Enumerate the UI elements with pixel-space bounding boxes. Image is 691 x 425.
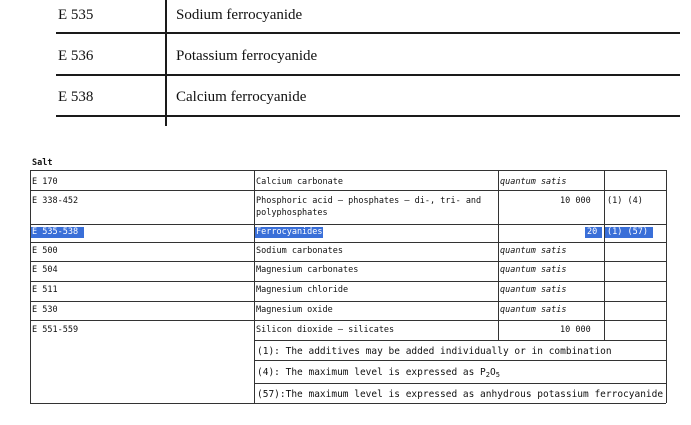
additive-code: E 530 [32, 305, 58, 315]
row-divider [30, 320, 666, 321]
additive-name: Potassium ferrocyanide [176, 48, 318, 64]
row-divider [254, 360, 666, 361]
max-level: 10 000 [560, 196, 591, 206]
max-level[interactable]: 20 [587, 227, 598, 237]
footnote-1: (1): The additives may be added individually or in combination [257, 346, 612, 357]
row-divider [56, 32, 680, 34]
row-divider [30, 170, 666, 171]
additive-name: Sodium carbonates [256, 246, 343, 256]
row-divider [30, 403, 666, 404]
max-level: quantum satis [500, 246, 567, 256]
additive-name-line1: Phosphoric acid — phosphates — di-, tri- and [256, 196, 482, 206]
additive-code[interactable]: E 535-538 [32, 227, 79, 237]
footnote-4-sub2: 5 [495, 371, 500, 379]
row-divider [30, 301, 666, 302]
notes[interactable]: (1) (57) [607, 227, 648, 237]
table-heading: Salt [32, 158, 53, 168]
additive-code: E 551-559 [32, 325, 79, 335]
max-level: 10 000 [560, 325, 591, 335]
column-divider [666, 170, 667, 403]
additive-name: Sodium ferrocyanide [176, 7, 303, 23]
row-divider [30, 261, 666, 262]
footnote-4 [257, 367, 500, 378]
footnote-4-text: (4): The maximum level is expressed as P [257, 367, 486, 378]
row-divider [30, 190, 666, 191]
column-divider [604, 170, 605, 340]
additive-code: E 535 [58, 7, 94, 23]
notes: (1) (4) [607, 196, 643, 206]
max-level: quantum satis [500, 265, 567, 275]
additive-name[interactable]: Ferrocyanides [256, 227, 323, 237]
additive-name-line2: polyphosphates [256, 208, 328, 218]
row-divider [254, 383, 666, 384]
additive-name: Magnesium chloride [256, 285, 349, 295]
row-divider [56, 115, 680, 117]
max-level: quantum satis [500, 285, 567, 295]
additive-code: E 511 [32, 285, 58, 295]
additive-code: E 170 [32, 177, 58, 187]
column-divider [30, 170, 31, 403]
max-level: quantum satis [500, 177, 567, 187]
additive-code: E 536 [58, 48, 94, 64]
column-divider [254, 170, 255, 403]
additive-code: E 338-452 [32, 196, 79, 206]
additive-name: Calcium ferrocyanide [176, 89, 307, 105]
additive-name: Calcium carbonate [256, 177, 343, 187]
row-divider [56, 74, 680, 76]
additive-name: Magnesium carbonates [256, 265, 359, 275]
additive-code: E 500 [32, 246, 58, 256]
column-divider [165, 0, 167, 126]
footnote-4-mid: O [490, 367, 496, 378]
footnote-4-sub1: 2 [485, 371, 490, 379]
max-level: quantum satis [500, 305, 567, 315]
additive-code-table [0, 0, 691, 130]
additive-code: E 538 [58, 89, 94, 105]
column-divider [498, 170, 499, 340]
row-divider [30, 224, 666, 225]
row-divider [30, 281, 666, 282]
additive-name: Magnesium oxide [256, 305, 333, 315]
salt-additives-table [0, 150, 691, 425]
footnote-57: (57):The maximum level is expressed as anhydrous potassium ferrocyanide [257, 389, 664, 400]
additive-name: Silicon dioxide — silicates [256, 325, 395, 335]
row-divider [254, 340, 666, 341]
additive-code: E 504 [32, 265, 58, 275]
row-divider [30, 242, 666, 243]
